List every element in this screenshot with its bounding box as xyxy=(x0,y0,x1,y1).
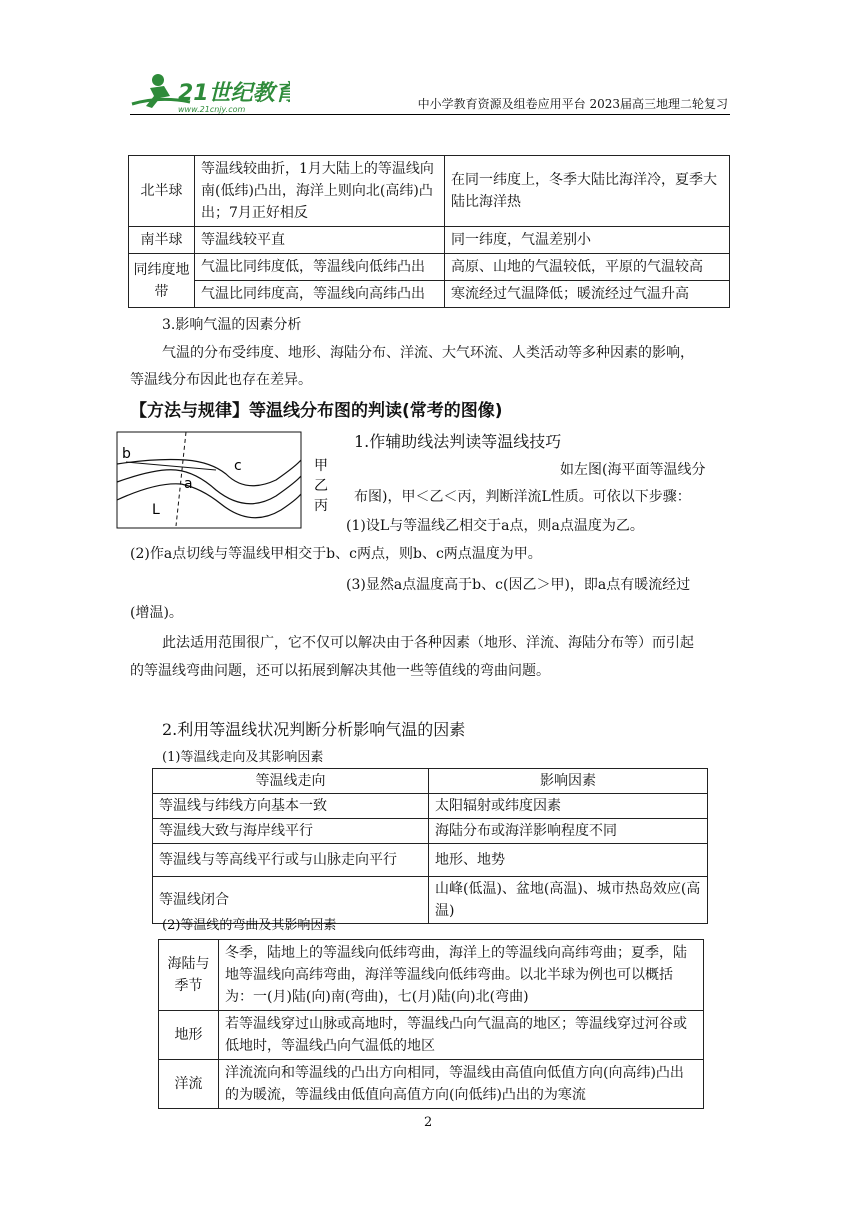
table-row xyxy=(153,794,708,819)
table-row xyxy=(153,819,708,844)
label-bing: 丙 xyxy=(314,498,328,514)
table-header: 等温线走向 xyxy=(153,769,429,794)
table-cell: 等温线大致与海岸线平行 xyxy=(153,819,429,844)
step-2: (2)作a点切线与等温线甲相交于b、c两点，则b、c两点温度为甲。 xyxy=(130,546,542,562)
label-c: c xyxy=(234,458,242,474)
label-jia: 甲 xyxy=(314,458,328,474)
table-cell: 南半球 xyxy=(129,227,195,254)
table-cell: 太阳辐射或纬度因素 xyxy=(429,794,708,819)
table-row xyxy=(129,227,730,254)
table-cell: 寒流经过气温降低；暖流经过气温升高 xyxy=(445,281,730,308)
paragraph: 此法适用范围很广，它不仅可以解决由于各种因素（地形、洋流、海陆分布等）而引起 xyxy=(162,635,694,651)
table-row xyxy=(159,1060,704,1109)
table-cell: 海陆与季节 xyxy=(159,940,219,1011)
table-cell: 洋流 xyxy=(159,1060,219,1109)
table-cell: 地形、地势 xyxy=(429,844,708,877)
logo-url: www.21cnjy.com xyxy=(178,105,246,114)
method-subtitle: 1.作辅助线法判读等温线技巧 xyxy=(354,432,562,451)
table-header: 影响因素 xyxy=(429,769,708,794)
header-platform-text: 中小学教育资源及组卷应用平台 2023届高三地理二轮复习 xyxy=(417,97,728,111)
step-3: (3)显然a点温度高于b、c(因乙＞甲)，即a点有暖流经过 xyxy=(346,577,691,593)
table-cell: 气温比同纬度低，等温线向低纬凸出 xyxy=(195,254,445,281)
table-row xyxy=(159,1011,704,1060)
table-cell: 海陆分布或海洋影响程度不同 xyxy=(429,819,708,844)
subsection-title: (1)等温线走向及其影响因素 xyxy=(162,750,324,765)
logo-text: 21世纪教育 xyxy=(178,81,290,106)
subsection-title: (2)等温线的弯曲及其影响因素 xyxy=(162,918,337,933)
paragraph: 气温的分布受纬度、地形、海陆分布、洋流、大气环流、人类活动等多种因素的影响， xyxy=(162,345,694,361)
label-a: a xyxy=(184,476,193,492)
table-cell: 等温线与纬线方向基本一致 xyxy=(153,794,429,819)
paragraph: 的等温线弯曲问题，还可以拓展到解决其他一些等值线的弯曲问题。 xyxy=(130,663,550,679)
table-cell: 山峰(低温)、盆地(高温)、城市热岛效应(高温) xyxy=(429,877,708,924)
table-cell: 等温线较平直 xyxy=(195,227,445,254)
table-cell: 气温比同纬度高，等温线向高纬凸出 xyxy=(195,281,445,308)
table-cell: 在同一纬度上，冬季大陆比海洋冷，夏季大陆比海洋热 xyxy=(445,156,730,227)
table-row xyxy=(153,844,708,877)
table-cell: 冬季，陆地上的等温线向低纬弯曲，海洋上的等温线向高纬弯曲；夏季，陆地等温线向高纬弯曲，海洋等温线向低纬弯曲。以北半球为例也可以概括为：一(月)陆(向)南(弯曲)，七(月)陆(向)北(弯曲) xyxy=(219,940,704,1011)
label-L: L xyxy=(152,502,160,518)
isotherm-bend-table xyxy=(158,939,704,1109)
table-row xyxy=(129,281,730,308)
table-cell: 同一纬度，气温差别小 xyxy=(445,227,730,254)
page-number: 2 xyxy=(424,1115,433,1130)
method-heading: 【方法与规律】等温线分布图的判读(常考的图像) xyxy=(130,401,503,421)
isotherm-diagram xyxy=(116,430,336,530)
label-b: b xyxy=(122,446,131,462)
label-yi: 乙 xyxy=(314,478,328,494)
step-3-cont: (增温)。 xyxy=(130,605,183,621)
isotherm-bing xyxy=(117,484,301,518)
table-row xyxy=(129,156,730,227)
isotherm-direction-table xyxy=(152,768,708,924)
table-cell: 北半球 xyxy=(129,156,195,227)
table-cell: 地形 xyxy=(159,1011,219,1060)
table-cell: 同纬度地带 xyxy=(129,254,195,308)
paragraph: 布图)，甲＜乙＜丙，判断洋流L性质。可依以下步骤： xyxy=(354,489,691,505)
table-row xyxy=(129,254,730,281)
table-row xyxy=(159,940,704,1011)
table-cell: 等温线较曲折，1月大陆上的等温线向南(低纬)凸出，海洋上则向北(高纬)凸出；7月正好相反 xyxy=(195,156,445,227)
section-title: 3.影响气温的因素分析 xyxy=(162,317,302,333)
paragraph: 如左图(海平面等温线分 xyxy=(560,462,706,478)
table-header-row xyxy=(153,769,708,794)
table-cell: 等温线与等高线平行或与山脉走向平行 xyxy=(153,844,429,877)
section-title: 2.利用等温线状况判断分析影响气温的因素 xyxy=(162,720,466,739)
logo xyxy=(130,70,290,116)
step-1: (1)设L与等温线乙相交于a点，则a点温度为乙。 xyxy=(346,518,644,534)
header-divider xyxy=(130,114,730,115)
table-cell: 洋流流向和等温线的凸出方向相同，等温线由高值向低值方向(向高纬)凸出的为暖流，等温线由低值向高值方向(向低纬)凸出的为寒流 xyxy=(219,1060,704,1109)
table-cell: 等温线闭合 xyxy=(153,877,429,924)
table-cell: 若等温线穿过山脉或高地时，等温线凸向气温高的地区；等温线穿过河谷或低地时，等温线凸向气温低的地区 xyxy=(219,1011,704,1060)
isotherm-yi xyxy=(117,470,301,504)
isotherm-region-table xyxy=(128,155,730,308)
paragraph: 等温线分布因此也存在差异。 xyxy=(130,372,312,388)
table-cell: 高原、山地的气温较低，平原的气温较高 xyxy=(445,254,730,281)
